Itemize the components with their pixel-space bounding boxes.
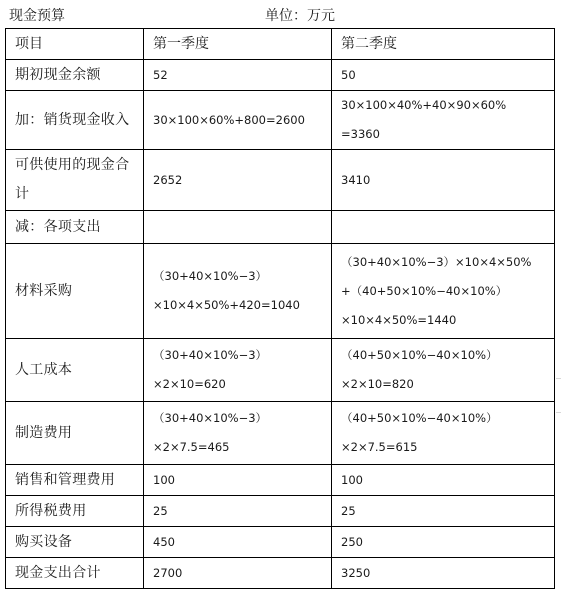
q2-value [332, 402, 555, 465]
q2-value [332, 339, 555, 402]
q1-value-line: 100 [153, 472, 175, 487]
q2-value-line: （40+50×10%−40×10%） [341, 348, 498, 362]
q2-value-line: ×2×7.5=615 [341, 440, 418, 454]
row-label-line: 人工成本 [15, 361, 73, 378]
q1-value-line: （30+40×10%−3） [153, 411, 268, 425]
q2-value-line: 50 [341, 67, 356, 82]
row-label-line: 制造费用 [15, 424, 73, 441]
row-label-line: 购买设备 [15, 533, 73, 550]
q1-value-line: 52 [153, 67, 168, 82]
row-label [6, 91, 144, 150]
row-label [6, 244, 144, 339]
q1-value [144, 465, 332, 496]
table-row [6, 339, 555, 402]
table-row [6, 465, 555, 496]
q1-value [144, 402, 332, 465]
table-header-row [6, 29, 555, 60]
table-row [6, 91, 555, 150]
q2-value-line: （40+50×10%−40×10%） [341, 411, 498, 425]
table-row [6, 211, 555, 244]
q1-value-line: ×10×4×50%+420=1040 [153, 298, 300, 312]
unit-label: 单位：万元 [265, 8, 335, 24]
q1-value-line: ×2×10=620 [153, 377, 226, 391]
row-label-line: 减：各项支出 [15, 218, 101, 235]
q2-value-line: 100 [341, 472, 363, 487]
q1-value [144, 558, 332, 589]
row-label [6, 527, 144, 558]
q2-value-line: 3250 [341, 565, 371, 580]
q1-value-line: ×2×7.5=465 [153, 440, 230, 454]
row-label-line: 期初现金余额 [15, 66, 101, 83]
q1-value [144, 527, 332, 558]
row-label [6, 211, 144, 244]
q2-value-line: 30×100×40%+40×90×60% [341, 98, 507, 112]
q1-value [144, 150, 332, 211]
row-label [6, 60, 144, 91]
q1-value [144, 339, 332, 402]
table-row [6, 527, 555, 558]
q2-value [332, 150, 555, 211]
q1-value-line: 25 [153, 503, 168, 518]
q1-value [144, 244, 332, 339]
q1-value [144, 211, 332, 244]
q1-value-line: 450 [153, 534, 175, 549]
column-header-q2: 第二季度 [332, 29, 555, 60]
row-label [6, 150, 144, 211]
row-label-line: 销售和管理费用 [15, 471, 116, 488]
q2-value-line: ×2×10=820 [341, 377, 414, 391]
table-row [6, 558, 555, 589]
table-row [6, 60, 555, 91]
column-header-item: 项目 [6, 29, 144, 60]
row-label-line: 材料采购 [15, 282, 73, 299]
table-row [6, 150, 555, 211]
row-label-line: 加：销货现金收入 [15, 111, 130, 128]
q2-value-line: （30+40×10%−3）×10×4×50% [341, 254, 532, 269]
q1-value-line: （30+40×10%−3） [153, 269, 268, 283]
column-header-q1: 第一季度 [144, 29, 332, 60]
row-label-line: 计 [15, 186, 30, 202]
row-label-line: 现金支出合计 [15, 564, 101, 581]
q2-value-line: 25 [341, 503, 356, 518]
q2-value [332, 91, 555, 150]
cash-budget-table-body [6, 29, 555, 589]
table-row [6, 402, 555, 465]
q2-value [332, 465, 555, 496]
title-bar [0, 0, 561, 30]
q1-value [144, 60, 332, 91]
document-title: 现金预算 [9, 8, 65, 24]
q2-value [332, 558, 555, 589]
q2-value-line: +（40+50×10%−40×10%） [341, 283, 508, 298]
q1-value [144, 496, 332, 527]
row-label [6, 465, 144, 496]
row-label [6, 402, 144, 465]
page-edge-mark [556, 378, 561, 379]
row-label [6, 558, 144, 589]
q2-value-line: ×10×4×50%=1440 [341, 312, 457, 327]
cash-budget-table [5, 28, 555, 589]
row-label-line: 可供使用的现金合 [15, 157, 130, 173]
q2-value-line: =3360 [341, 127, 380, 141]
q1-value-line: 30×100×60%+800=2600 [153, 112, 305, 127]
q2-value [332, 211, 555, 244]
row-label-line: 所得税费用 [15, 502, 87, 519]
q1-value [144, 91, 332, 150]
page-edge-mark [556, 412, 561, 413]
q2-value [332, 60, 555, 91]
q2-value-line: 3410 [341, 172, 371, 187]
q1-value-line: （30+40×10%−3） [153, 348, 268, 362]
q2-value [332, 496, 555, 527]
q2-value [332, 527, 555, 558]
row-label [6, 496, 144, 527]
q2-value [332, 244, 555, 339]
q2-value-line: 250 [341, 534, 363, 549]
table-row [6, 244, 555, 339]
table-row [6, 496, 555, 527]
q1-value-line: 2700 [153, 565, 183, 580]
q1-value-line: 2652 [153, 172, 183, 187]
row-label [6, 339, 144, 402]
